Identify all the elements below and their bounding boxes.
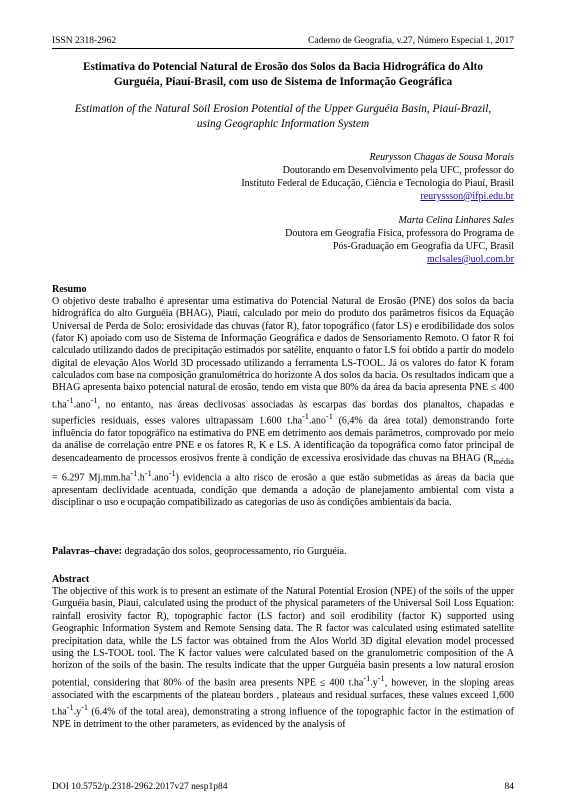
abstract-text: The objective of this work is to present an estimate of the Natural Potential Erosion (NPE) of the soils of the upper Gurguéia basin, Piauí, calculated using the product of the physical parameters of the Universal Soil Loss Equation: rainfall erosivity factor R), topographic factor (LS factor) and soil erodibility (factor K) supported using Geographic Information System and Remote Sensing data. The R factor was calculated using estimated satellite precipitation data, while the LS factor was obtained from the Alos World 3D digital elevation model processed using the LS-TOOL tool. The K factor values were calculated based on the granulometric composition of the A horizon of the soils of the basin. The results indicate that the upper Gurguéia basin presents a low natural erosion potential, considering that 80% of the basin area presents NPE ≤ 400 $t.ha^{-1}.y^{-1}$, however, in the sloping areas associated with the escarpments of the plateau borders , plateaus and residual surfaces, these values exceed 1,600 $t.ha^{-1}.y^{-1}$ (6.4% of the total area), demonstrating a strong influence of the topographic factor in the estimation of NPE in detriment to the other parameters, as evidenced by the analysis of bbox=[52, 586, 514, 730]
abstract-section bbox=[52, 574, 514, 731]
running-header bbox=[52, 34, 514, 49]
author-email-link[interactable]: reuryssson@ifpi.edu.br bbox=[420, 190, 514, 202]
doi-label: DOI 10.5752/p.2318-2962.2017v27 nesp1p84 bbox=[52, 782, 228, 792]
journal-label: Caderno de Geografia, v.27, Número Especial 1, 2017 bbox=[308, 36, 514, 46]
resumo-section bbox=[52, 284, 514, 509]
issn-label: ISSN 2318-2962 bbox=[52, 36, 117, 46]
resumo-heading: Resumo bbox=[52, 284, 87, 295]
author-name: Marta Celina Linhares Sales bbox=[398, 215, 514, 226]
abstract-heading: Abstract bbox=[52, 574, 90, 585]
author-affiliation-line: Instituto Federal de Educação, Ciência e Tecnologia do Piauí, Brasil bbox=[241, 177, 514, 189]
article-title: Estimativa do Potencial Natural de Erosão dos Solos da Bacia Hidrográfica do Alto Gurguéia, Piauí-Brasil, com uso de Sistema de Informação Geográfica bbox=[82, 61, 483, 88]
keywords-line bbox=[52, 546, 514, 558]
author-affiliation-line: Doutora em Geografia Física, professora do Programa de bbox=[285, 227, 514, 239]
article-title-english: Estimation of the Natural Soil Erosion Potential of the Upper Gurguéia Basin, Piauí-Brazil, using Geographic Information System bbox=[74, 103, 492, 130]
resumo-text: O objetivo deste trabalho é apresentar uma estimativa do Potencial Natural de Erosão (PNE) dos solos da bacia hidrográfica do alto Gurguéia (BHAG), Piauí, calculado por meio do produto dos parâmetros físicos da Equação Universal de Perda de Solo: erosividade das chuvas (fator R), fator topográfico (fator LS) e erodibilidade dos solos (fator K) apoiado com uso de Sistema de Informação Geográfica e dados de Sensoriamento Remoto. O fator R foi calculado utilizando dados de precipitação estimados por satélite, enquanto o fator LS foi obtido a partir do modelo digital de elevação Alos World 3D processado utilizando a ferramenta LS-TOOL. Já os valores do fator K foram calculados com base na composição granulométrica do horizonte A dos solos da bacia. Os resultados indicam que a BHAG apresenta baixo potencial natural de erosão, tendo em vista que 80% da área da bacia apresenta PNE ≤ 400 $t.ha^{-1}.ano^{-1}$, no entanto, nas áreas declivosas associadas às escarpas das bordas dos planaltos, chapadas e superfícies residuais, esses valores ultrapassam 1.600 $t.ha^{-1}.ano^{-1}$ (6,4% da área total) demonstrando forte influência do fator topográfico na estimativa do PNE em detrimento aos demais parâmetros, comprovado por meio da análise de correlação entre PNE e os fatores R, K e LS. A identificação da topográfica como fator principal de desencadeamento de processos erosivos frente à condição de excessiva erosividade das chuvas na BHAG ($R_{média} = 6.297$ $Mj.mm.ha^{-1}.h^{-1}.ano^{-1}$) evidencia a alto risco de erosão a que estão submetidas as áreas da bacia que apresentam declividade acentuada, condição que demanda a adoção de planejamento ambiental com vista a disciplinar o uso e ocupação compatibilizado as categorias de uso às condições ambientais da bacia. bbox=[52, 296, 514, 509]
author-name: Reurysson Chagas de Sousa Morais bbox=[369, 152, 514, 163]
author-block-2 bbox=[285, 215, 514, 267]
keywords-text: degradação dos solos, geoprocessamento, rio Gurguéia. bbox=[122, 546, 347, 557]
author-affiliation-line: Doutorando em Desenvolvimento pela UFC, professor do bbox=[282, 164, 514, 176]
page-number: 84 bbox=[504, 782, 514, 792]
keywords-label: Palavras–chave: bbox=[52, 546, 122, 557]
author-affiliation-line: Pós-Graduação em Geografia da UFC, Brasil bbox=[332, 240, 514, 252]
author-email-link[interactable]: mclsales@uol.com.br bbox=[427, 253, 514, 265]
author-block-1 bbox=[241, 152, 514, 204]
